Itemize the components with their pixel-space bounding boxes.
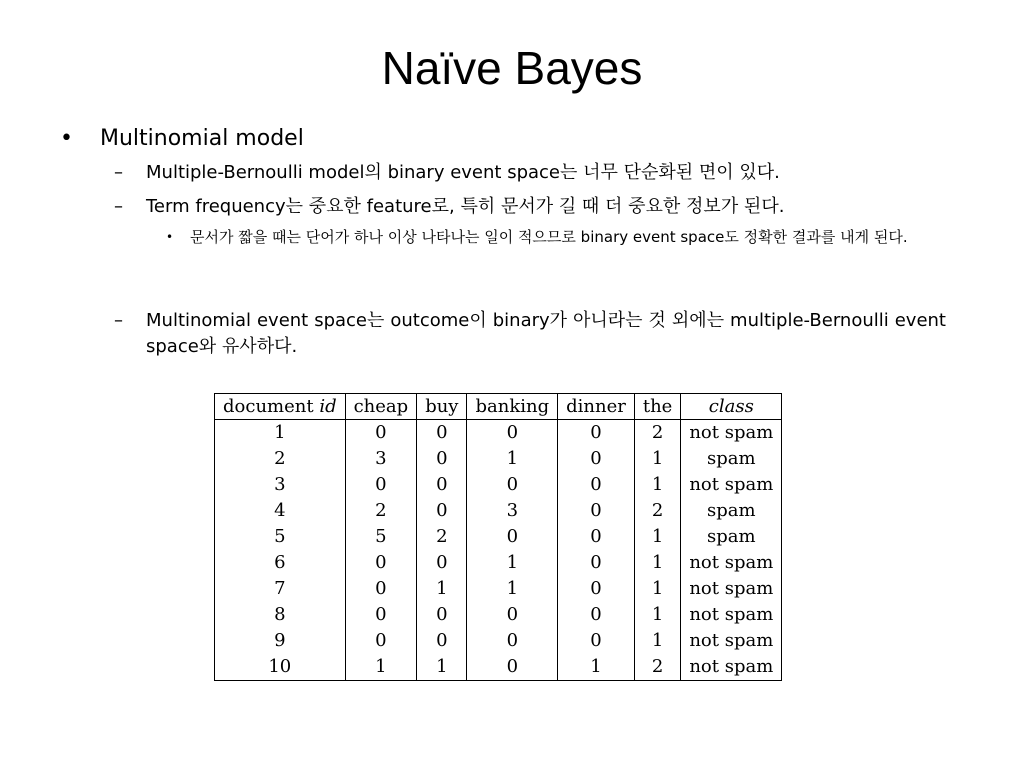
cell: 0 — [345, 628, 417, 654]
cell: 0 — [417, 550, 467, 576]
cell: 1 — [634, 576, 680, 602]
cell: 5 — [345, 524, 417, 550]
table-row — [215, 654, 782, 681]
cell: 1 — [558, 654, 635, 681]
cell: 0 — [417, 498, 467, 524]
sub-bullet-text: Term frequency는 중요한 feature로, 특히 문서가 길 때 더 중요한 정보가 된다. — [146, 196, 785, 217]
cell: 0 — [345, 420, 417, 447]
sub-bullet-bernoulli — [114, 160, 946, 186]
cell: 0 — [345, 602, 417, 628]
header-dinner: dinner — [558, 394, 635, 420]
cell: 1 — [634, 628, 680, 654]
cell: 2 — [345, 498, 417, 524]
sub-sub-bullet-short-docs — [166, 226, 948, 248]
cell: 0 — [345, 576, 417, 602]
cell: 10 — [215, 654, 346, 681]
header-class: class — [681, 394, 782, 420]
cell: 2 — [634, 498, 680, 524]
cell: 0 — [467, 628, 558, 654]
cell: 0 — [467, 602, 558, 628]
cell: 8 — [215, 602, 346, 628]
cell: 5 — [215, 524, 346, 550]
cell: not spam — [681, 550, 782, 576]
sub-bullet-term-frequency — [114, 194, 946, 220]
cell: 1 — [634, 524, 680, 550]
bullet-marker: • — [60, 126, 73, 151]
dash-marker: – — [114, 162, 123, 183]
cell: not spam — [681, 420, 782, 447]
cell: 0 — [345, 550, 417, 576]
cell: 0 — [558, 550, 635, 576]
cell: spam — [681, 446, 782, 472]
table-row — [215, 524, 782, 550]
cell: 0 — [558, 498, 635, 524]
slide-title: Naïve Bayes — [381, 42, 643, 94]
bullet-marker: • — [166, 230, 174, 244]
cell: 3 — [467, 498, 558, 524]
cell: 2 — [634, 654, 680, 681]
cell: 0 — [417, 446, 467, 472]
table-row — [215, 602, 782, 628]
header-document-label: document — [223, 396, 320, 417]
cell: 1 — [634, 550, 680, 576]
cell: 2 — [215, 446, 346, 472]
header-cheap: cheap — [345, 394, 417, 420]
header-id-label: id — [319, 396, 337, 417]
table-row — [215, 498, 782, 524]
cell: 0 — [558, 446, 635, 472]
sub-bullet-text: Multinomial event space는 outcome이 binary가 아니라는 것 외에는 multiple-Bernoulli event space와 유사하다. — [146, 310, 946, 357]
cell: 1 — [634, 472, 680, 498]
document-feature-table — [214, 393, 782, 681]
cell: 1 — [467, 576, 558, 602]
cell: 3 — [215, 472, 346, 498]
cell: 4 — [215, 498, 346, 524]
cell: spam — [681, 524, 782, 550]
cell: 0 — [558, 576, 635, 602]
cell: 1 — [467, 550, 558, 576]
cell: 0 — [467, 420, 558, 447]
header-banking: banking — [467, 394, 558, 420]
cell: not spam — [681, 628, 782, 654]
cell: 0 — [417, 420, 467, 447]
cell: not spam — [681, 602, 782, 628]
cell: 2 — [417, 524, 467, 550]
sub-bullet-text: Multiple-Bernoulli model의 binary event space는 너무 단순화된 면이 있다. — [146, 162, 780, 183]
cell: 0 — [558, 524, 635, 550]
cell: 6 — [215, 550, 346, 576]
cell: 0 — [558, 602, 635, 628]
header-the: the — [634, 394, 680, 420]
dash-marker: – — [114, 196, 123, 217]
cell: 0 — [417, 602, 467, 628]
cell: 2 — [634, 420, 680, 447]
cell: 0 — [417, 472, 467, 498]
sub-sub-bullet-text: 문서가 짧을 때는 단어가 하나 이상 나타나는 일이 적으므로 binary event space도 정확한 결과를 내게 된다. — [190, 228, 908, 246]
cell: 0 — [467, 524, 558, 550]
cell: 1 — [417, 576, 467, 602]
header-buy: buy — [417, 394, 467, 420]
cell: 1 — [634, 602, 680, 628]
table-row — [215, 472, 782, 498]
table-row — [215, 446, 782, 472]
cell: 0 — [417, 628, 467, 654]
cell: 0 — [467, 472, 558, 498]
cell: 0 — [558, 472, 635, 498]
cell: 1 — [467, 446, 558, 472]
cell: 1 — [345, 654, 417, 681]
cell: 0 — [558, 628, 635, 654]
cell: spam — [681, 498, 782, 524]
cell: 0 — [345, 472, 417, 498]
cell: 9 — [215, 628, 346, 654]
table-row — [215, 628, 782, 654]
cell: not spam — [681, 654, 782, 681]
dash-marker: – — [114, 310, 123, 331]
cell: 7 — [215, 576, 346, 602]
table-row — [215, 420, 782, 447]
bullet-text: Multinomial model — [100, 126, 304, 151]
table-row — [215, 550, 782, 576]
cell: not spam — [681, 576, 782, 602]
table-header-row — [215, 394, 782, 420]
header-document-id — [215, 394, 346, 420]
cell: 0 — [558, 420, 635, 447]
cell: 1 — [417, 654, 467, 681]
cell: 1 — [215, 420, 346, 447]
cell: 3 — [345, 446, 417, 472]
cell: 0 — [467, 654, 558, 681]
table-row — [215, 576, 782, 602]
bullet-multinomial-model — [60, 124, 304, 154]
sub-bullet-multinomial-event-space — [114, 308, 946, 360]
cell: 1 — [634, 446, 680, 472]
cell: not spam — [681, 472, 782, 498]
